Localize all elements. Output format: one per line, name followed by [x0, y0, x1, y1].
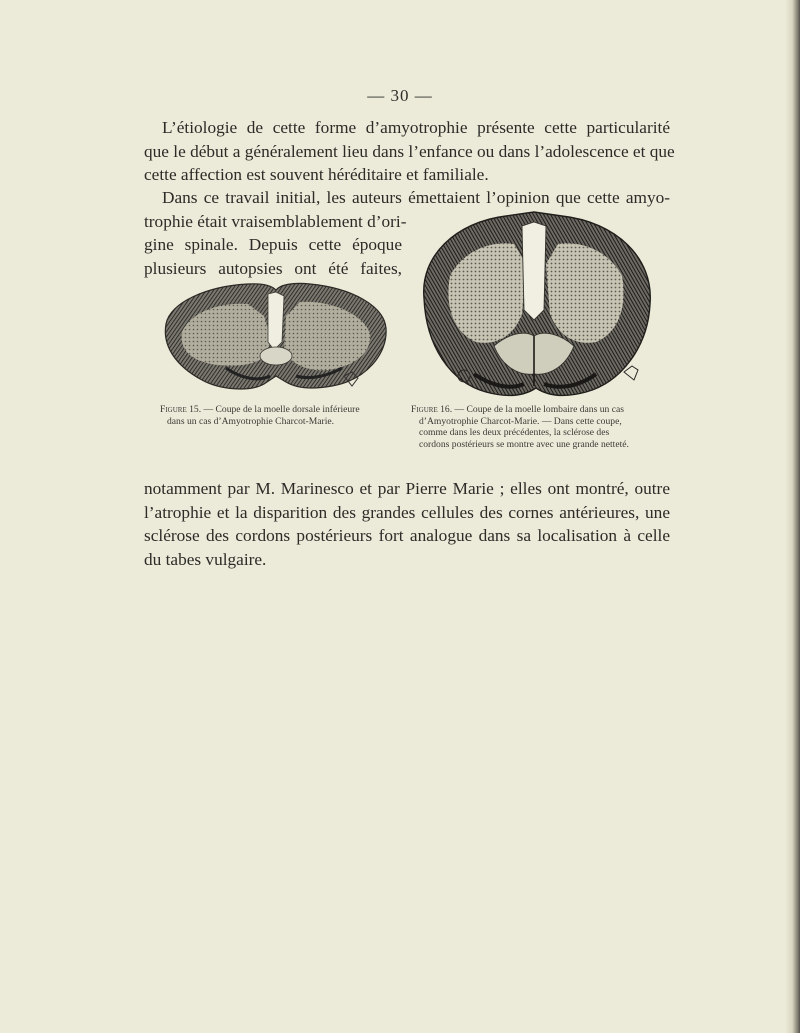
caption-text: dans un cas d’Amyotrophie Charcot-Marie. [167, 415, 335, 427]
spinal-cord-lumbar-section-image [410, 206, 662, 406]
text-line: Dans ce travail initial, les auteurs émettaient l’opinion que cette amyo- [162, 188, 670, 207]
paragraph-etiology [144, 116, 675, 187]
text-line: L’étiologie de cette forme d’amyotrophie présente cette particularité [162, 118, 670, 137]
figure-15-caption [160, 404, 400, 427]
page-edge-shadow [786, 0, 800, 1033]
figure-16-caption [411, 404, 671, 450]
text-line: trophie était vraisemblablement d’ori- [144, 211, 407, 231]
paragraph-autopsies [144, 477, 670, 571]
caption-text: — Coupe de la moelle dorsale inférieure [201, 404, 360, 415]
caption-text: cordons postérieurs se montre avec une grande netteté. [419, 438, 629, 450]
page-number: — 30 — [367, 86, 433, 105]
text-line: que le début a généralement lieu dans l’enfance ou dans l’adolescence et que [144, 141, 675, 161]
text-line: l’atrophie et la disparition des grandes cellules des cornes antérieures, une [144, 502, 670, 522]
text-line: gine spinale. Depuis cette époque [144, 235, 402, 254]
figure-15-label: Figure 15. [160, 404, 202, 415]
figure-16-label: Figure 16. [411, 404, 453, 415]
text-line: sclérose des cordons postérieurs fort analogue dans sa localisation à celle [144, 526, 670, 545]
figure-15-illustration [160, 272, 390, 400]
text-line: notamment par M. Marinesco et par Pierre Marie ; elles ont montré, outre [144, 479, 670, 498]
caption-text: — Coupe de la moelle lombaire dans un cas [452, 404, 624, 415]
figure-16-illustration [410, 206, 662, 406]
text-line: du tabes vulgaire. [144, 549, 267, 569]
spinal-cord-dorsal-section-image [160, 272, 390, 400]
caption-text: d’Amyotrophie Charcot-Marie. — Dans cette coupe, [419, 415, 622, 427]
text-line: cette affection est souvent héréditaire et familiale. [144, 165, 489, 184]
text-line: plusieurs autopsies ont été faites, [144, 258, 402, 278]
caption-text: comme dans les deux précédentes, la sclérose des [419, 427, 610, 439]
